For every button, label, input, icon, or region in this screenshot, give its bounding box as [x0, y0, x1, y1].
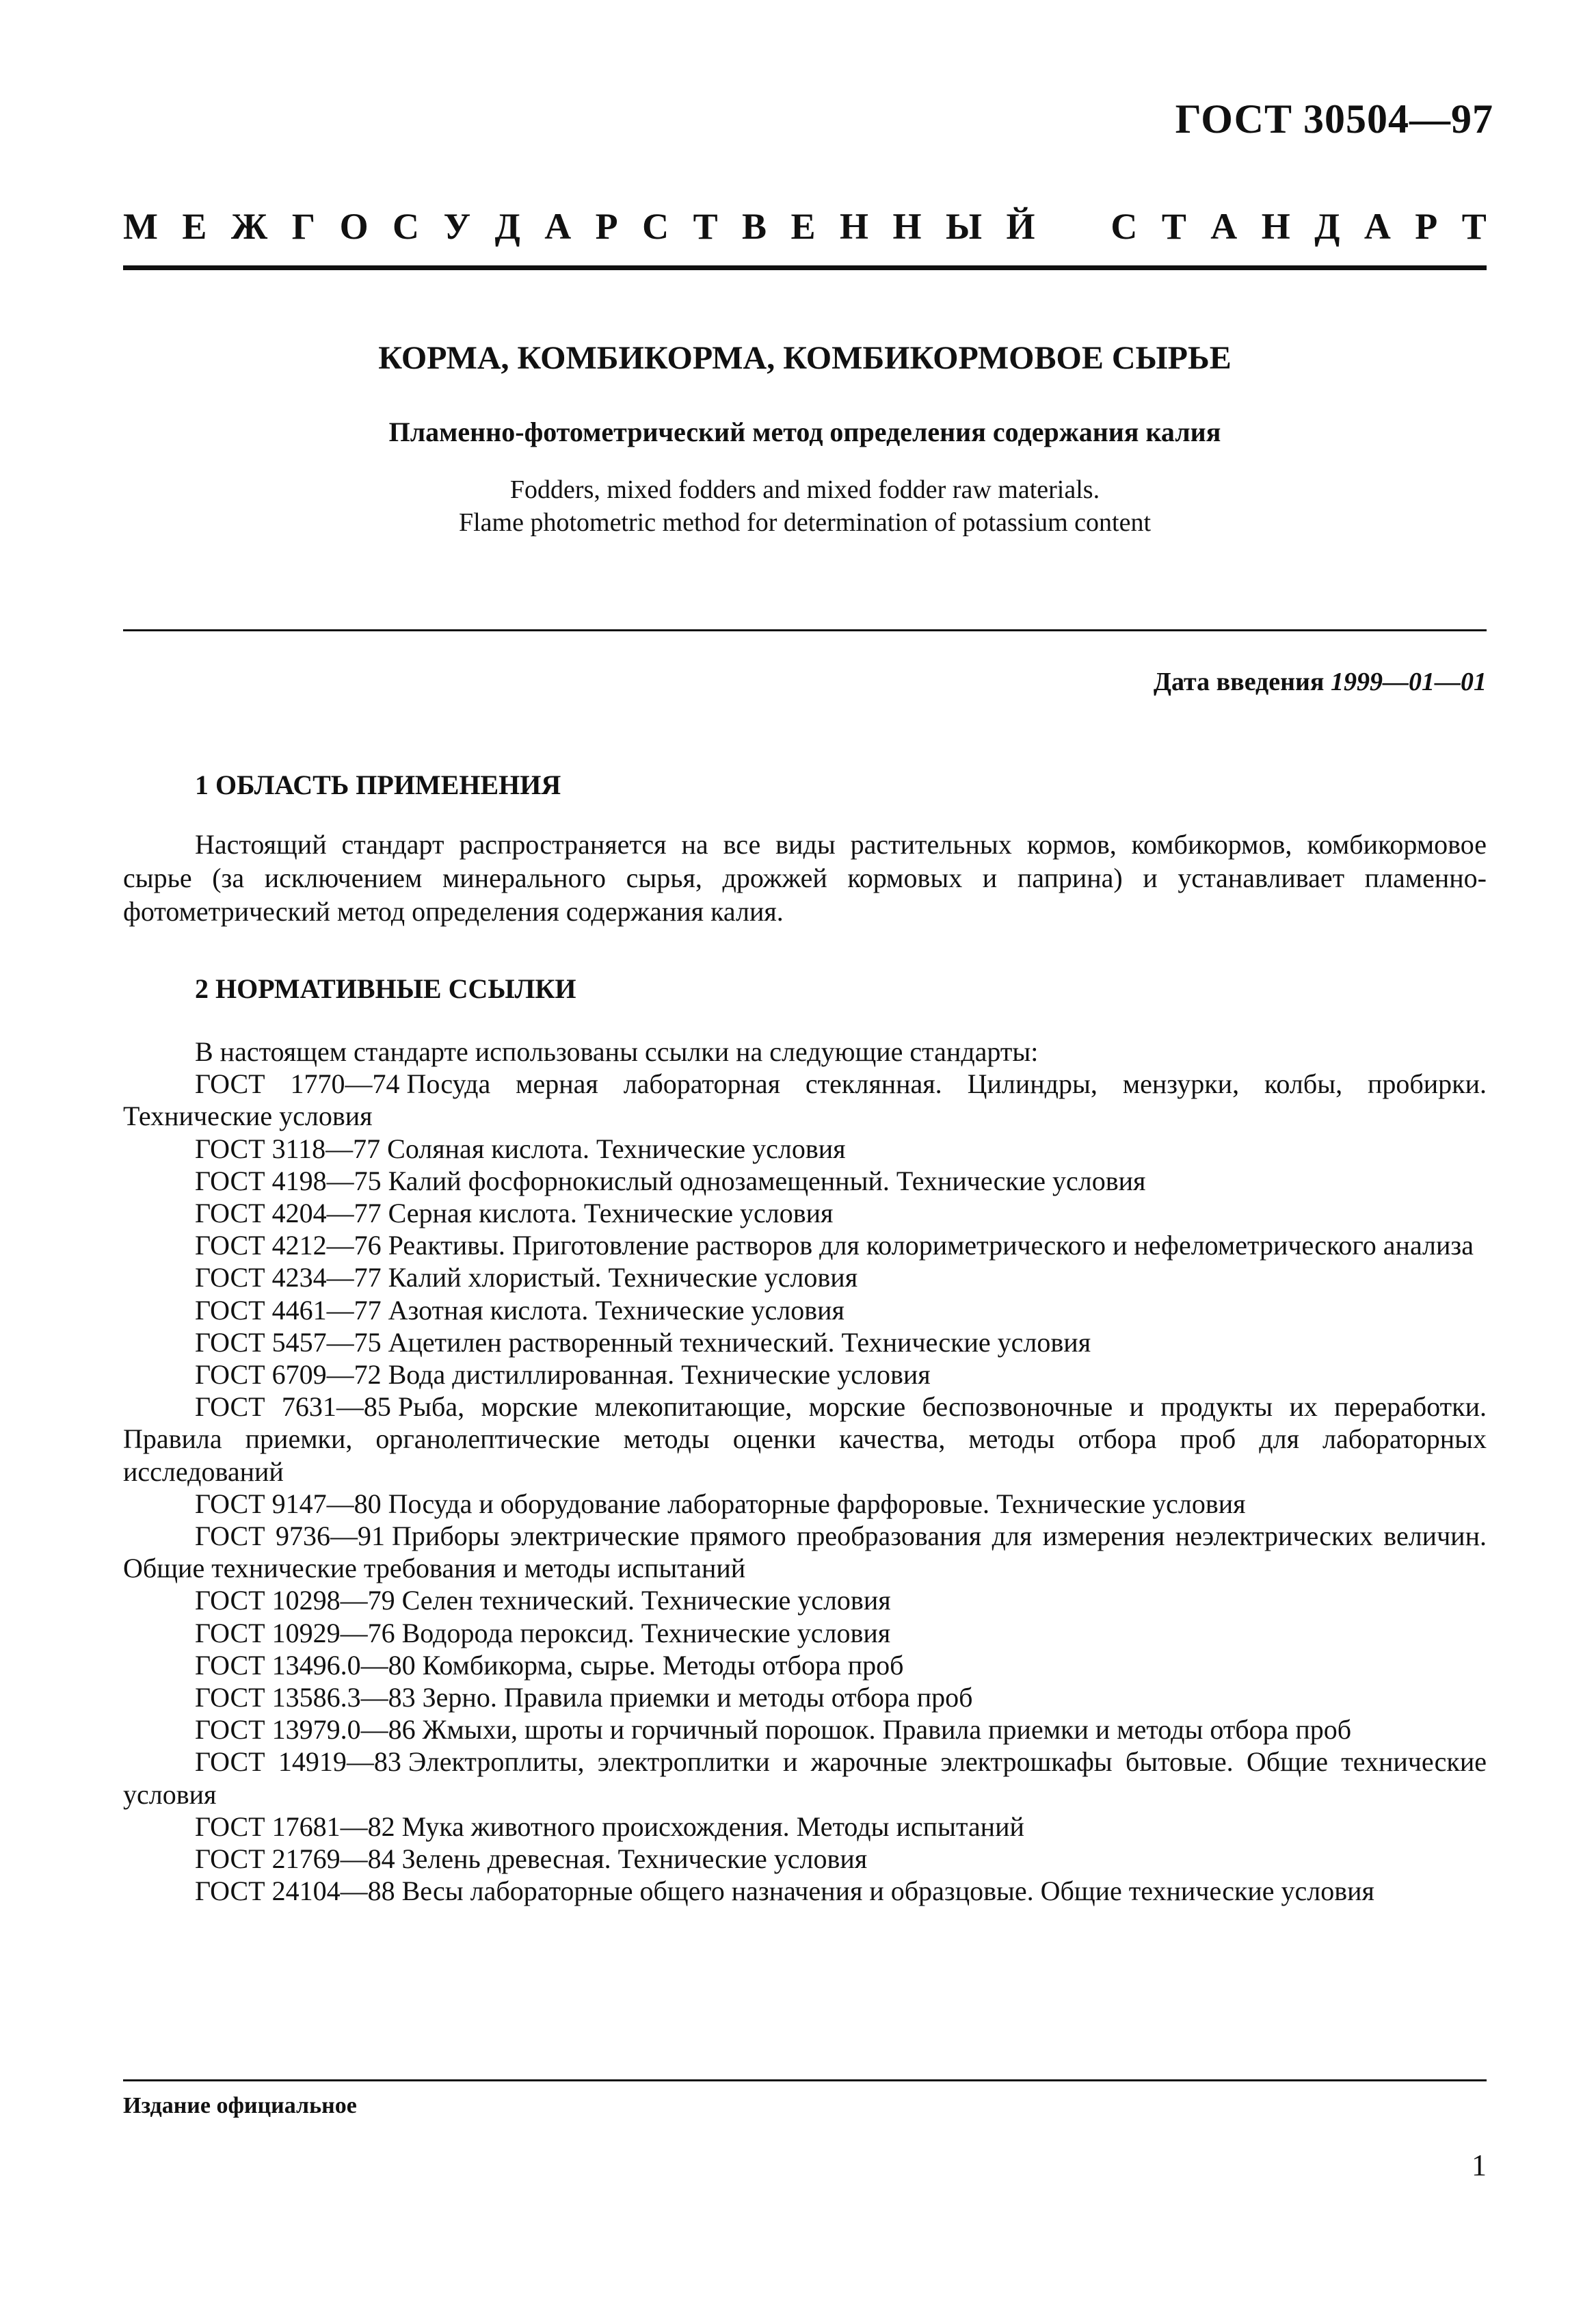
reference-code: ГОСТ 4461—77 [195, 1294, 382, 1326]
reference-item [123, 1261, 1487, 1293]
banner-letter: Н [1261, 206, 1290, 247]
reference-title: Посуда мерная лабораторная стеклянная. Цилиндры, мензурки, колбы, пробирки. Технические условия [123, 1068, 1487, 1132]
reference-title: Ацетилен растворенный технический. Технические условия [388, 1326, 1091, 1358]
reference-item [123, 1133, 1487, 1165]
reference-code: ГОСТ 10929—76 [195, 1617, 395, 1648]
reference-item [123, 1391, 1487, 1488]
references-intro: В настоящем стандарте использованы ссылки на следующие стандарты: [195, 1036, 1039, 1067]
reference-code: ГОСТ 5457—75 [195, 1326, 382, 1358]
banner-letter: Д [494, 206, 520, 247]
banner-letter: С [1110, 206, 1138, 247]
normative-references-list [123, 1036, 1487, 1907]
title-divider [123, 629, 1487, 631]
reference-title: Мука животного происхождения. Методы испытаний [401, 1811, 1024, 1842]
banner-letter: С [642, 206, 669, 247]
banner-letter: У [443, 206, 471, 247]
banner-letter: А [1210, 206, 1238, 247]
banner-letter: Е [790, 206, 816, 247]
banner-letter: С [393, 206, 420, 247]
banner-letter: Ы [945, 206, 982, 247]
reference-code: ГОСТ 13979.0—86 [195, 1714, 416, 1746]
banner-letter: Г [291, 206, 316, 247]
banner-letter: Ж [230, 206, 268, 247]
reference-item [123, 1358, 1487, 1391]
reference-title: Селен технический. Технические условия [401, 1585, 891, 1616]
reference-title: Калий фосфорнокислый однозамещенный. Технические условия [388, 1165, 1146, 1196]
reference-code: ГОСТ 3118—77 [195, 1133, 381, 1164]
banner-letter: О [339, 206, 369, 247]
reference-code: ГОСТ 1770—74 [195, 1068, 400, 1100]
reference-title: Электроплиты, электроплитки и жарочные электрошкафы бытовые. Общие технические условия [123, 1746, 1487, 1810]
reference-title: Комбикорма, сырье. Методы отбора проб [422, 1649, 904, 1681]
reference-code: ГОСТ 4198—75 [195, 1165, 382, 1196]
reference-title: Рыба, морские млекопитающие, морские беспозвоночные и продукты их переработки. Правила приемки, органолептические методы оценки качества, методы отбора проб для лабораторных исследований [123, 1391, 1487, 1487]
reference-title: Соляная кислота. Технические условия [387, 1133, 846, 1164]
reference-item [123, 1811, 1487, 1843]
reference-code: ГОСТ 4204—77 [195, 1198, 382, 1229]
interstate-standard-banner [123, 205, 1487, 248]
banner-letter: Р [1415, 206, 1438, 247]
banner-letter: Н [892, 206, 922, 247]
banner-letter: В [742, 206, 767, 247]
reference-code: ГОСТ 7631—85 [195, 1391, 391, 1423]
reference-code: ГОСТ 14919—83 [195, 1746, 401, 1778]
reference-item [123, 1488, 1487, 1520]
banner-letter: Т [1161, 206, 1186, 247]
reference-code: ГОСТ 9736—91 [195, 1521, 386, 1552]
banner-letter: Е [182, 206, 207, 247]
page-number: 1 [1472, 2148, 1487, 2182]
banner-letter: Д [1314, 206, 1340, 247]
reference-title: Реактивы. Приготовление растворов для колориметрического и нефелометрического анализа [388, 1230, 1474, 1261]
reference-code: ГОСТ 17681—82 [195, 1811, 395, 1842]
section-scope-text: Настоящий стандарт распространяется на все виды растительных кормов, комбикормов, комбикормовое сырье (за исключением минерального сырья, дрожжей кормовых и паприна) и устанавливает пламенно-фотометрический метод определения содержания калия. [123, 829, 1487, 927]
official-edition-label: Издание официальное [123, 2093, 357, 2118]
reference-code: ГОСТ 13586.3—83 [195, 1682, 416, 1713]
introduction-date [1154, 667, 1487, 697]
reference-title: Приборы электрические прямого преобразования для измерения неэлектрических величин. Общие технические требования и методы испытаний [123, 1521, 1487, 1584]
banner-letter: Р [595, 206, 618, 247]
reference-code: ГОСТ 21769—84 [195, 1843, 395, 1875]
reference-code: ГОСТ 4234—77 [195, 1262, 382, 1293]
reference-item [123, 1326, 1487, 1358]
introduction-date-value: 1999—01—01 [1331, 668, 1487, 696]
reference-code: ГОСТ 10298—79 [195, 1585, 395, 1616]
reference-title: Посуда и оборудование лабораторные фарфоровые. Технические условия [388, 1488, 1246, 1519]
reference-title: Азотная кислота. Технические условия [388, 1294, 844, 1326]
reference-title: Водорода пероксид. Технические условия [401, 1617, 891, 1648]
banner-letter: А [1364, 206, 1391, 247]
document-code: ГОСТ 30504—97 [1175, 96, 1493, 142]
reference-item [123, 1875, 1487, 1907]
reference-title: Серная кислота. Технические условия [388, 1198, 834, 1229]
banner-letter: Н [840, 206, 869, 247]
reference-item [123, 1197, 1487, 1229]
reference-code: ГОСТ 24104—88 [195, 1876, 395, 1907]
reference-item [123, 1681, 1487, 1713]
reference-item [123, 1068, 1487, 1132]
reference-code: ГОСТ 13496.0—80 [195, 1649, 416, 1681]
reference-title: Калий хлористый. Технические условия [388, 1262, 858, 1293]
footer-divider [123, 2079, 1487, 2081]
reference-item [123, 1229, 1487, 1261]
reference-title: Зерно. Правила приемки и методы отбора проб [422, 1682, 973, 1713]
english-title [123, 473, 1487, 539]
reference-item [123, 1649, 1487, 1681]
banner-letter: М [123, 206, 158, 247]
english-title-line: Flame photometric method for determination of potassium content [458, 508, 1152, 537]
reference-item [123, 1843, 1487, 1875]
banner-letter: Т [1461, 206, 1487, 247]
reference-code: ГОСТ 9147—80 [195, 1488, 382, 1519]
reference-item [123, 1165, 1487, 1197]
introduction-date-label: Дата введения [1153, 668, 1325, 696]
reference-code: ГОСТ 6709—72 [195, 1359, 382, 1391]
reference-item [123, 1746, 1487, 1810]
banner-spacer [1059, 205, 1087, 248]
header-divider [123, 265, 1487, 270]
reference-item [123, 1713, 1487, 1746]
document-title: КОРМА, КОМБИКОРМА, КОМБИКОРМОВОЕ СЫРЬЕ [378, 340, 1232, 376]
reference-item [123, 1294, 1487, 1326]
document-subtitle: Пламенно-фотометрический метод определения содержания калия [388, 417, 1221, 447]
section-heading-references: 2 НОРМАТИВНЫЕ ССЫЛКИ [195, 973, 576, 1004]
reference-title: Жмыхи, шроты и горчичный порошок. Правила приемки и методы отбора проб [422, 1714, 1352, 1746]
banner-letter: А [544, 206, 572, 247]
reference-item [123, 1584, 1487, 1616]
reference-title: Зелень древесная. Технические условия [401, 1843, 868, 1875]
reference-title: Вода дистиллированная. Технические условия [388, 1359, 931, 1391]
reference-item [123, 1617, 1487, 1649]
banner-letter: Т [693, 206, 718, 247]
banner-letter: Й [1006, 206, 1035, 247]
reference-item [123, 1520, 1487, 1584]
section-heading-scope: 1 ОБЛАСТЬ ПРИМЕНЕНИЯ [195, 769, 561, 800]
english-title-line: Fodders, mixed fodders and mixed fodder raw materials. [509, 475, 1100, 504]
reference-title: Весы лабораторные общего назначения и образцовые. Общие технические условия [401, 1876, 1374, 1907]
reference-code: ГОСТ 4212—76 [195, 1230, 382, 1261]
